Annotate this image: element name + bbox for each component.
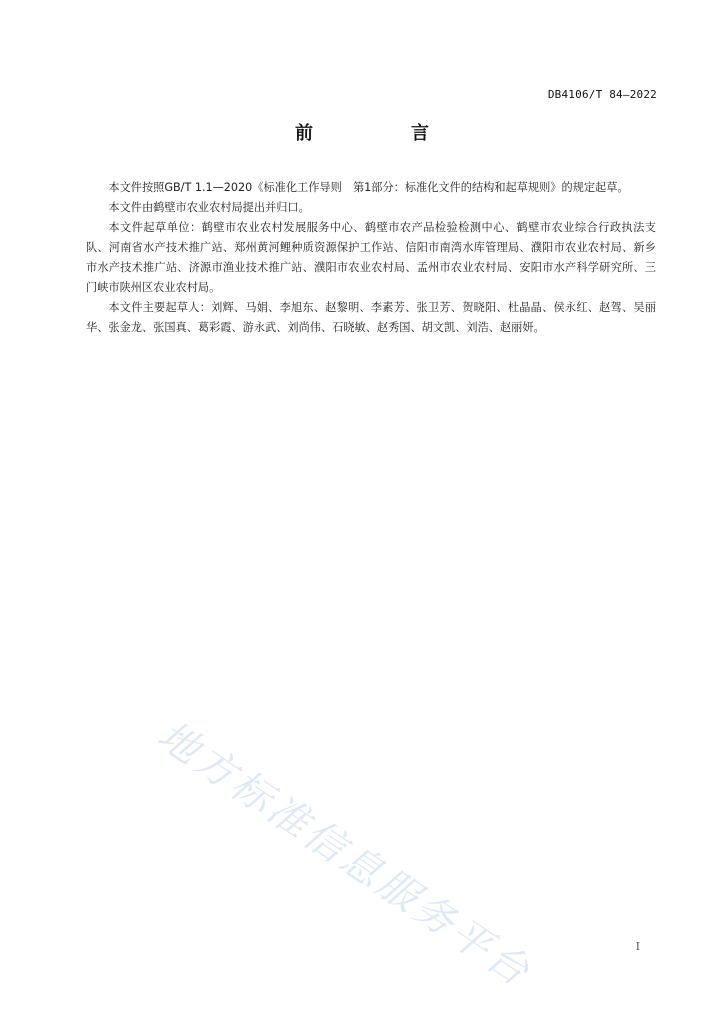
paragraph-drafting-basis: 本文件按照GB/T 1.1—2020《标准化工作导则 第1部分：标准化文件的结构和起草规则》的规定起草。 bbox=[108, 181, 629, 194]
paragraph-proposer: 本文件由鹤壁市农业农村局提出并归口。 bbox=[108, 201, 310, 214]
paragraph-drafting-units: 本文件起草单位：鹤壁市农业农村发展服务中心、鹤壁市农产品检验检测中心、鹤壁市农业综合行政执法支队、河南省水产技术推广站、郑州黄河鲤种质资源保护工作站、信阳市南湾水库管理局、濮阳市农业农村局、新乡市水产技术推广站、济源市渔业技术推广站、濮阳市农业农村局、孟州市农业农村局、安阳市水产科学研究所、三门峡市陕州区农业农村局。 bbox=[86, 221, 656, 294]
page-title: 前 言 bbox=[295, 123, 469, 144]
watermark: 地方标准信息服务平台 bbox=[149, 712, 540, 997]
foreword-body bbox=[86, 178, 656, 338]
document-code: DB4106/T 84—2022 bbox=[547, 88, 657, 101]
page-number: I bbox=[635, 940, 640, 953]
paragraph-main-drafters: 本文件主要起草人：刘辉、马娟、李旭东、赵黎明、李素芳、张卫芳、贺晓阳、杜晶晶、侯永红、赵驾、吴丽华、张金龙、张国真、葛彩霞、游永武、刘尚伟、石晓敏、赵秀国、胡文凯、刘浩、赵丽妍。 bbox=[86, 301, 656, 334]
